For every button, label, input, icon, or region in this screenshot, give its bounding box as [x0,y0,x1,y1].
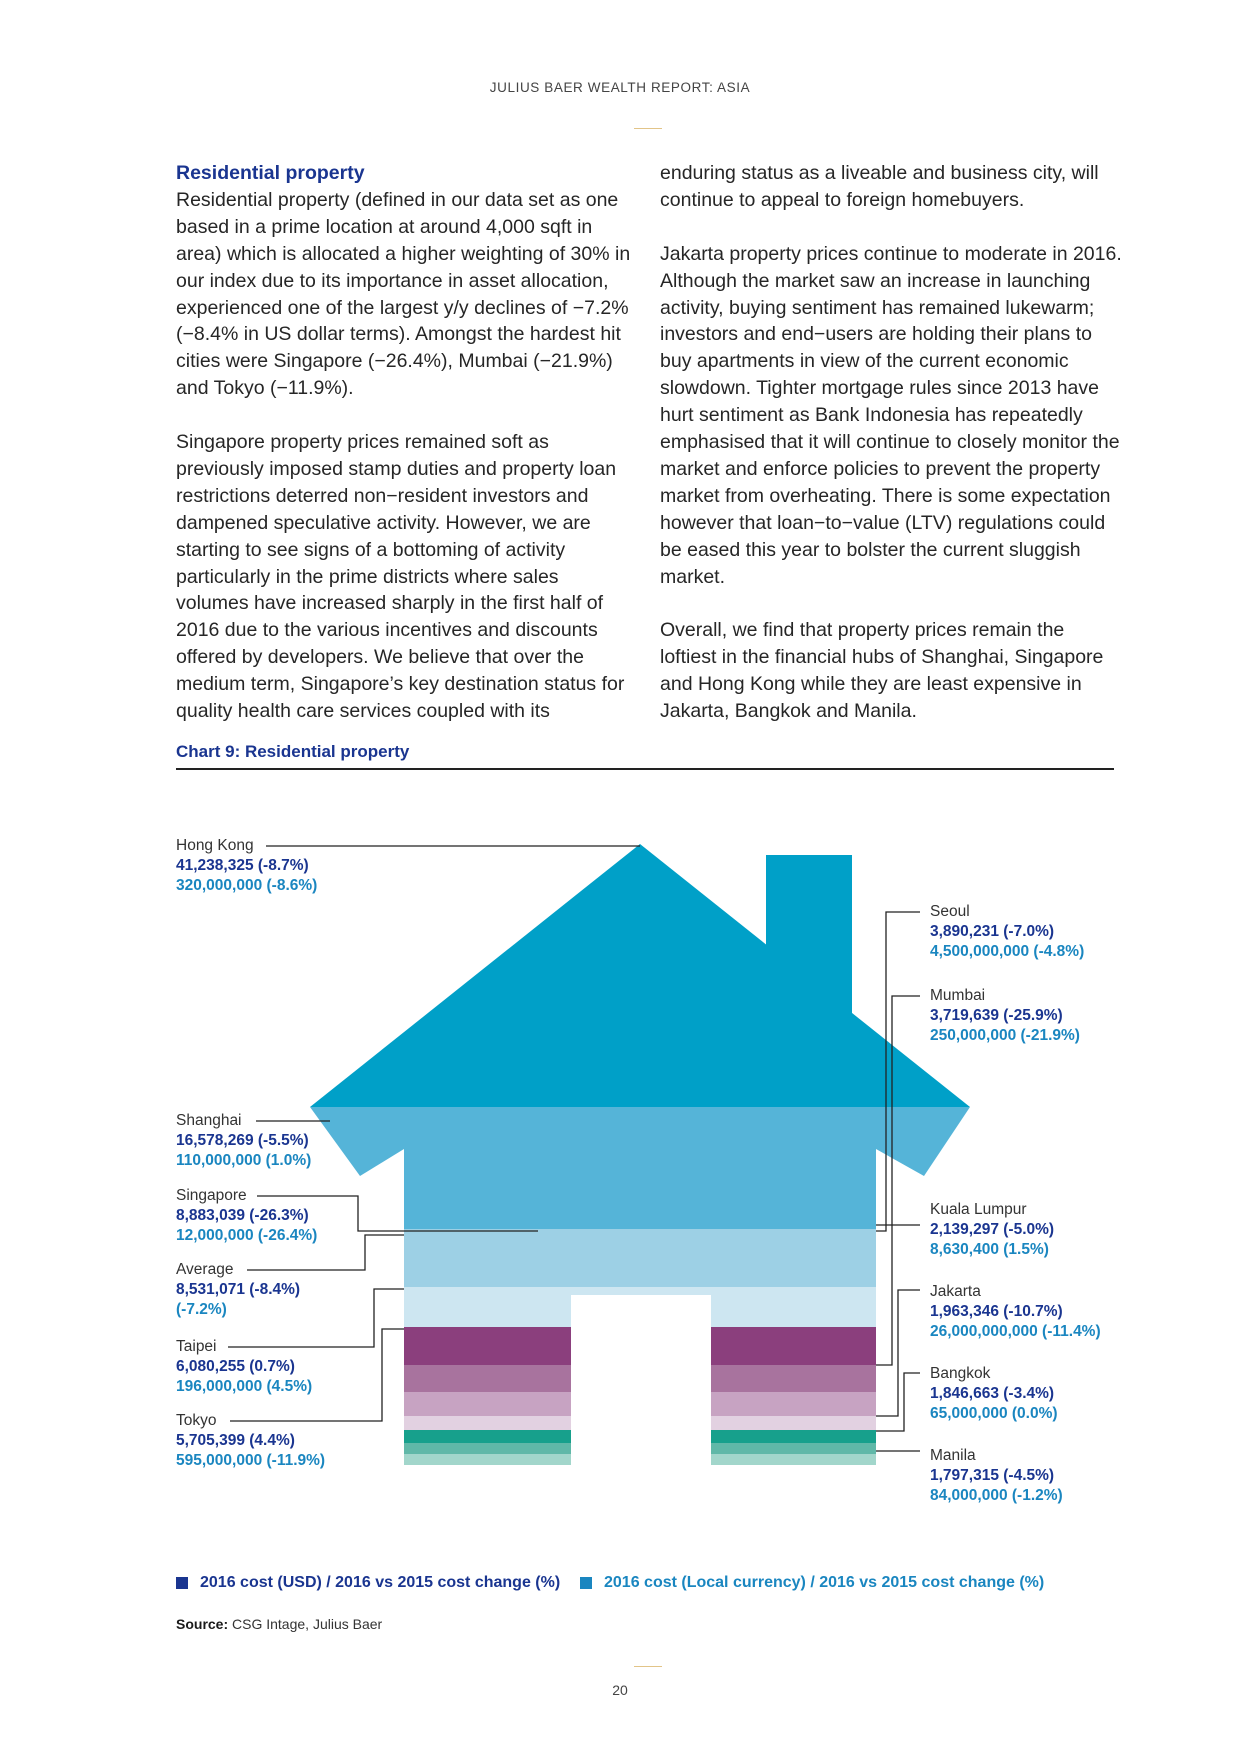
city-name: Tokyo [176,1412,217,1429]
local-value: 595,000,000 (-11.9%) [176,1452,326,1469]
house-right-leg [711,1327,876,1465]
local-value: 12,000,000 (-26.4%) [176,1227,318,1244]
city-name: Mumbai [930,987,986,1004]
city-name: Kuala Lumpur [930,1201,1027,1218]
local-value: 8,630,400 (1.5%) [930,1241,1049,1258]
usd-value: 16,578,269 (-5.5%) [176,1132,309,1149]
legend-local [580,1574,1044,1592]
label-tokyo [176,1411,325,1471]
footer-divider [634,1666,662,1667]
legend-usd-label: 2016 cost (USD) / 2016 vs 2015 cost change (%) [200,1574,561,1591]
chart-source [176,1616,382,1632]
local-value: 4,500,000,000 (-4.8%) [930,943,1085,960]
usd-value: 41,238,325 (-8.7%) [176,857,309,874]
chart-title: Chart 9: Residential property [176,742,410,761]
house-eave-left [310,1107,404,1176]
legend-swatch-local [580,1577,592,1589]
label-kuala-lumpur [930,1200,1054,1260]
label-manila [930,1446,1063,1506]
city-name: Shanghai [176,1112,242,1129]
usd-value: 1,797,315 (-4.5%) [930,1467,1055,1484]
label-shanghai [176,1111,311,1171]
city-name: Taipei [176,1338,217,1355]
city-name: Jakarta [930,1283,981,1300]
usd-value: 6,080,255 (0.7%) [176,1358,295,1375]
local-value: 65,000,000 (0.0%) [930,1405,1058,1422]
usd-value: 2,139,297 (-5.0%) [930,1221,1055,1238]
local-value: 84,000,000 (-1.2%) [930,1487,1063,1504]
legend-usd [176,1574,560,1592]
leader-jakarta [876,1290,920,1416]
label-jakarta [930,1282,1101,1342]
right-paragraph-1: enduring status as a liveable and business city, will continue to appeal to foreign homebuyers. [660,162,1099,211]
usd-value: 8,883,039 (-26.3%) [176,1207,309,1224]
label-seoul [930,902,1084,962]
label-bangkok [930,1364,1058,1424]
local-value: 320,000,000 (-8.6%) [176,877,318,894]
local-value: (-7.2%) [176,1301,227,1318]
band-shanghai [404,1107,876,1229]
label-singapore [176,1186,317,1246]
label-taipei [176,1337,312,1397]
city-name: Manila [930,1447,976,1464]
local-value: 250,000,000 (-21.9%) [930,1027,1080,1044]
label-mumbai [930,986,1080,1046]
legend-local-label: 2016 cost (Local currency) / 2016 vs 2015 cost change (%) [604,1574,1045,1591]
source-text: CSG Intage, Julius Baer [232,1616,383,1632]
local-value: 196,000,000 (4.5%) [176,1378,313,1395]
city-name: Hong Kong [176,837,254,854]
band-singapore [404,1229,876,1287]
usd-value: 3,890,231 (-7.0%) [930,923,1055,940]
left-paragraph-2: Singapore property prices remained soft as previously imposed stamp duties and property loan restrictions deterred non−resident investors and dampened speculative activity. However, we are starting to see signs of a bottoming of activity particularly in the prime districts where sales volumes have increased sharply in the first half of 2016 due to the various incentives and discounts offered by developers. We believe that over the medium term, Singapore’s key destination status for quality health care services coupled with its [176,431,625,723]
left-paragraph-1: Residential property (defined in our data set as one based in a prime location at around 4,000 sqft in area) which is allocated a higher weighting of 30% in our index due to its importance in asset allocation, experienced one of the largest y/y declines of −7.2% (−8.4% in US dollar terms). Amongst the hardest hit cities were Singapore (−26.4%), Mumbai (−21.9%) and Tokyo (−11.9%). [176,188,631,400]
city-name: Seoul [930,903,970,920]
house-roof [310,844,970,1107]
legend-swatch-usd [176,1577,188,1589]
house-door [571,1295,711,1475]
city-name: Bangkok [930,1365,991,1382]
report-header: JULIUS BAER WEALTH REPORT: ASIA [489,80,751,95]
usd-value: 1,963,346 (-10.7%) [930,1303,1063,1320]
right-paragraph-2: Jakarta property prices continue to moderate in 2016. Although the market saw an increase in launching activity, buying sentiment has remained lukewarm; investors and end−users are holding their plans to buy apartments in view of the current economic slowdown. Tighter mortgage rules since 2013 have hurt sentiment as Bank Indonesia has repeatedly emphasised that it will continue to closely monitor the market and enforce policies to prevent the property market from overheating. There is some expectation however that loan−to−value (LTV) regulations could be eased this year to bolster the current sluggish market. [660,242,1122,588]
page-number: 20 [612,1682,628,1698]
label-average [176,1260,300,1320]
usd-value: 5,705,399 (4.4%) [176,1432,295,1449]
usd-value: 3,719,639 (-25.9%) [930,1007,1063,1024]
local-value: 26,000,000,000 (-11.4%) [930,1323,1101,1340]
section-heading: Residential property [176,162,365,184]
city-name: Average [176,1261,234,1278]
usd-value: 1,846,663 (-3.4%) [930,1385,1055,1402]
house-eave-right [876,1107,970,1176]
city-name: Singapore [176,1187,247,1204]
usd-value: 8,531,071 (-8.4%) [176,1281,301,1298]
label-hong-kong [176,836,317,896]
house-left-leg [404,1327,571,1465]
right-paragraph-3: Overall, we find that property prices remain the loftiest in the financial hubs of Shanghai, Singapore and Hong Kong while they are least expensive in Jakarta, Bangkok and Manila. [660,619,1104,723]
local-value: 110,000,000 (1.0%) [176,1152,312,1169]
source-label: Source: [176,1616,229,1632]
